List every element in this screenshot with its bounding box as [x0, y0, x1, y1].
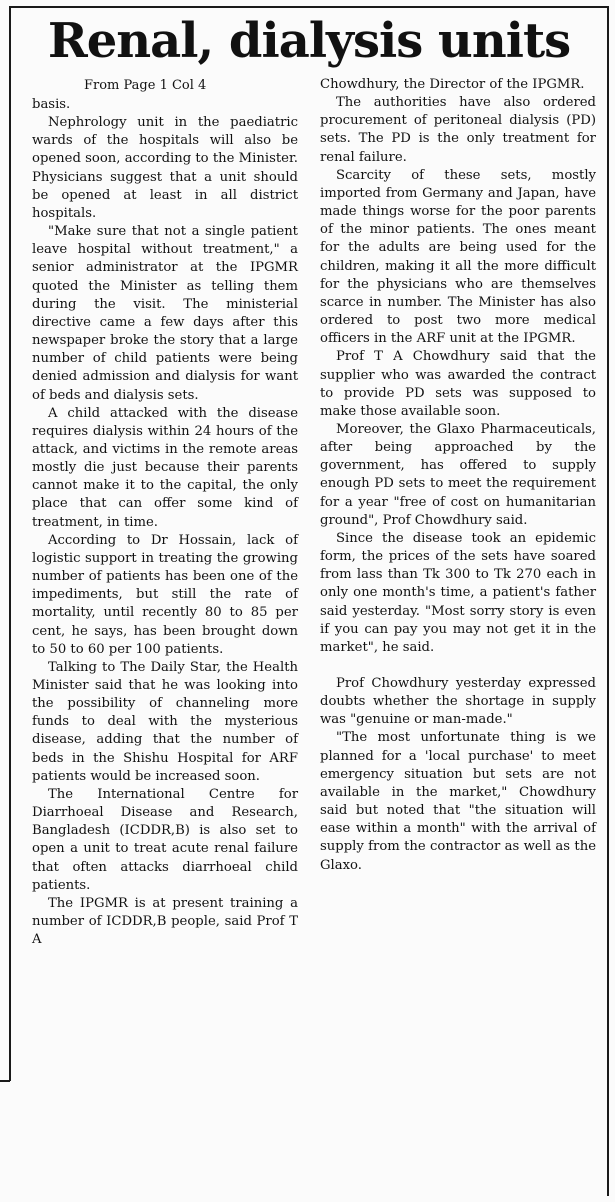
paragraph: The International Centre for Diarrhoeal Disease and Research, Bangladesh (ICDDR,B) is also set to open a unit to treat acute renal failure that often attacks diarrhoeal child patients.	[32, 786, 298, 893]
paragraph: Chowdhury, the Director of the IPGMR.	[320, 77, 585, 92]
paragraph: The IPGMR is at present training a number of ICDDR,B people, said Prof T A	[32, 895, 298, 948]
paragraph: Moreover, the Glaxo Pharmaceuticals, after being approached by the government, has offered to supply enough PD sets to meet the requirement for a year "free of cost on humanitarian ground", Prof Chowdhury said.	[320, 421, 596, 528]
paragraph: According to Dr Hossain, lack of logistic support in treating the growing number of patients has been one of the impediments, but still the rate of mortality, until recently 80 to 85 per cent, he says, has been brought down to 50 to 60 per 100 patients.	[32, 532, 298, 657]
paragraph-gap	[320, 657, 596, 675]
article-column-right	[320, 76, 596, 875]
jump-line: From Page 1 Col 4	[84, 78, 207, 93]
paragraph: basis.	[32, 97, 71, 112]
paragraph: Prof Chowdhury yesterday expressed doubts whether the shortage in supply was "genuine or man-made."	[320, 676, 596, 728]
paragraph: "The most unfortunate thing is we planned for a 'local purchase' to meet emergency situation but sets are not available in the market," Chowdhury said but noted that "the situation will ease within a month" with the arrival of supply from the contractor as well as the Glaxo.	[320, 730, 596, 873]
paragraph: Talking to The Daily Star, the Health Minister said that he was looking into the possibility of channeling more funds to deal with the mysterious disease, adding that the number of beds in the Shishu Hospital for ARF patients would be increased soon.	[32, 659, 298, 784]
clipping-border-left	[9, 6, 11, 1081]
paragraph: The authorities have also ordered procurement of peritoneal dialysis (PD) sets. The PD is the only treatment for renal failure.	[320, 95, 596, 165]
paragraph: Since the disease took an epidemic form, the prices of the sets have soared from lass than Tk 300 to Tk 270 each in only one month's time, a patient's father said yesterday. "Most sorry story is even if you can pay you may not get it in the market", he said.	[320, 530, 596, 655]
paragraph: Nephrology unit in the paediatric wards of the hospitals will also be opened soon, according to the Minister. Physicians suggest that a unit should be opened at least in all district hospitals.	[32, 115, 298, 221]
article-headline: Renal, dialysis units	[47, 13, 571, 69]
paragraph: "Make sure that not a single patient leave hospital without treatment," a senior administrator at the IPGMR quoted the Minister as telling them during the visit. The ministerial directive came a few days after this newspaper broke the story that a large number of child patients were being denied admission and dialysis for want of beds and dialysis sets.	[32, 224, 298, 403]
clipping-border-right	[607, 6, 609, 1196]
article-column-left	[32, 76, 298, 949]
clipping-border-bottom	[0, 1080, 10, 1082]
paragraph: A child attacked with the disease requires dialysis within 24 hours of the attack, and victims in the remote areas mostly die just because their parents cannot make it to the capital, the only place that can offer some kind of treatment, in time.	[32, 405, 298, 530]
paragraph: Scarcity of these sets, mostly imported from Germany and Japan, have made things worse for the poor parents of the minor patients. The ones meant for the adults are being used for the children, making it all the more difficult for the physicians who are themselves scarce in number. The Minister has also ordered to post two more medical officers in the ARF unit at the IPGMR.	[320, 167, 596, 347]
paragraph: Prof T A Chowdhury said that the supplier who was awarded the contract to provide PD sets was supposed to make those available soon.	[320, 349, 596, 419]
